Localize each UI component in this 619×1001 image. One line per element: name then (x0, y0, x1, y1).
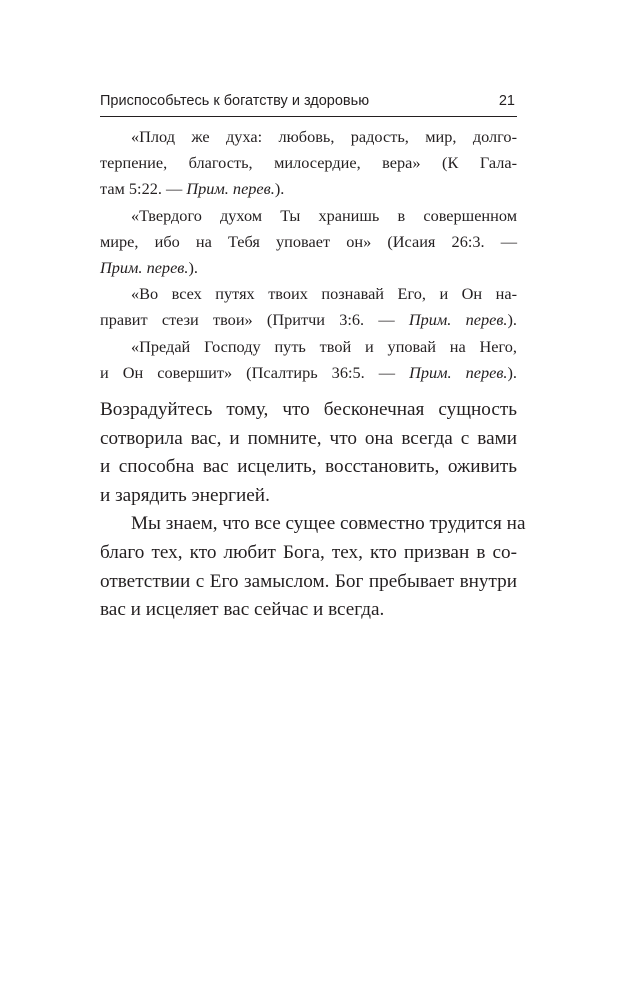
translator-note: Прим. перев. (186, 179, 275, 199)
epigraph-text: ). (274, 179, 285, 199)
epigraph-line: «Твердого духом Ты хранишь в совершенном (131, 205, 517, 225)
epigraph-line: «Предай Господу путь твой и уповай на Него, (131, 336, 517, 356)
epigraph-line: «Во всех путях твоих познавай Его, и Он на- (131, 284, 517, 304)
page-number: 21 (498, 93, 515, 109)
epigraph-text: ). (188, 258, 198, 278)
epigraph-line: мире, ибо на Тебя уповает он» (Исаия 26:3. — (100, 231, 517, 251)
epigraph-line (100, 255, 517, 281)
epigraph-text: ). (507, 310, 517, 330)
paragraph-line: и зарядить энергией. (100, 484, 270, 506)
epigraph-line: «Плод же духа: любовь, радость, мир, долго- (131, 127, 517, 146)
paragraph-line: Возрадуйтесь тому, что бесконечная сущность (100, 399, 517, 420)
translator-note: Прим. перев. (100, 258, 189, 278)
translator-note: Прим. перев. (409, 362, 508, 382)
epigraph-line (100, 176, 517, 202)
epigraph-block (100, 124, 517, 386)
body-text (100, 396, 526, 625)
running-head (100, 89, 517, 113)
paragraph-line: Мы знаем, что все сущее совместно трудится на (131, 513, 526, 535)
paragraph-line: ответствии с Его замыслом. Бог пребывает внутри (100, 570, 517, 592)
epigraph-text: ). (507, 362, 517, 382)
epigraph-line: терпение, благость, милосердие, вера» (К Гала- (100, 153, 517, 173)
epigraph-line (100, 307, 517, 333)
paragraph-line: благо тех, кто любит Бога, тех, кто призван в со- (100, 541, 517, 563)
epigraph-text: и Он совершит» (Псалтирь 36:5. — (100, 362, 410, 382)
paragraph-line: сотворила вас, и помните, что она всегда с вами (100, 427, 517, 449)
running-title: Приспособьтесь к богатству и здоровью (100, 93, 370, 109)
epigraph-line (100, 360, 517, 386)
paragraph-line: и способна вас исцелить, восстановить, оживить (100, 456, 517, 478)
paragraph-line: вас и исцеляет вас сейчас и всегда. (100, 599, 385, 621)
translator-note: Прим. перев. (408, 310, 508, 330)
epigraph-text: правит стези твои» (Притчи 3:6. — (100, 310, 409, 330)
epigraph-text: там 5:22. — (100, 179, 187, 199)
header-rule (100, 116, 517, 117)
